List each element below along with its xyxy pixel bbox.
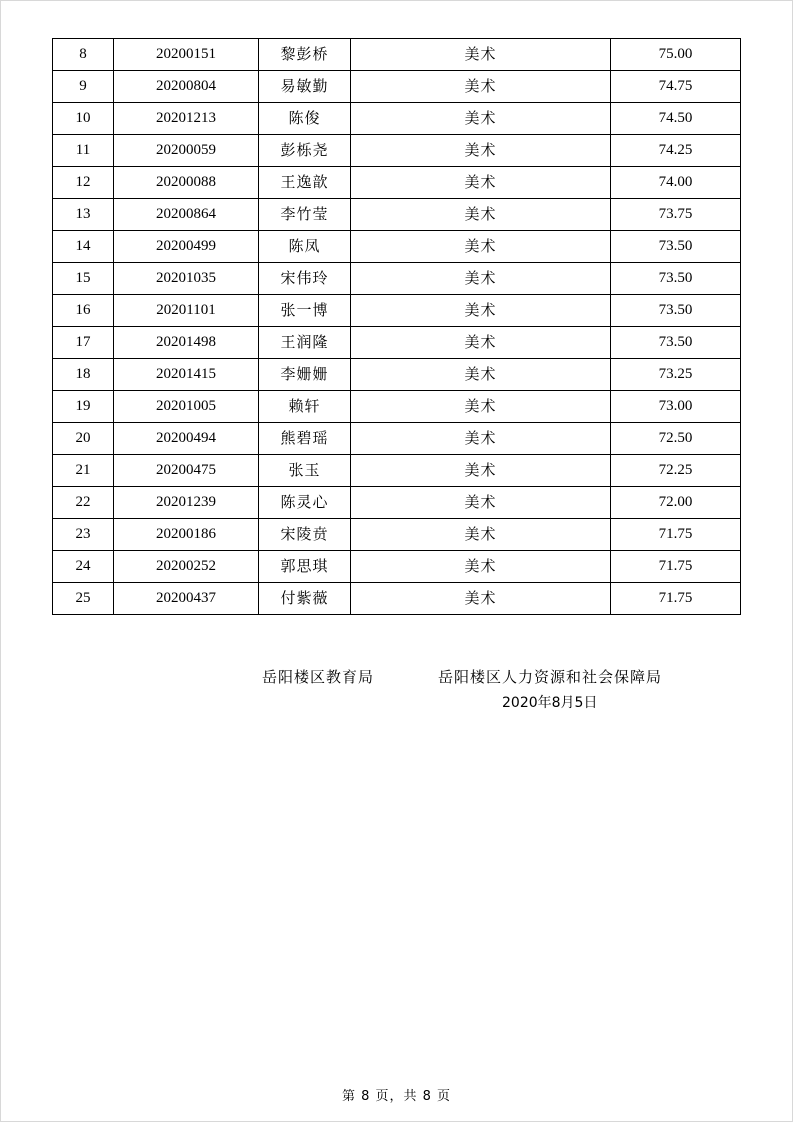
cell-score: 73.50 — [611, 327, 741, 359]
table-row — [53, 103, 741, 135]
cell-exam-id: 20200151 — [114, 39, 259, 71]
cell-score: 72.00 — [611, 487, 741, 519]
cell-name: 张玉 — [259, 455, 351, 487]
cell-name: 李姗姗 — [259, 359, 351, 391]
cell-subject: 美术 — [351, 487, 611, 519]
cell-exam-id: 20200437 — [114, 583, 259, 615]
table-row — [53, 263, 741, 295]
cell-score: 73.00 — [611, 391, 741, 423]
cell-subject: 美术 — [351, 359, 611, 391]
page-number-footer: 第 8 页，共 8 页 — [341, 1089, 452, 1104]
cell-subject: 美术 — [351, 71, 611, 103]
cell-score: 73.75 — [611, 199, 741, 231]
cell-name: 李竹莹 — [259, 199, 351, 231]
cell-subject: 美术 — [351, 551, 611, 583]
cell-number: 13 — [53, 199, 114, 231]
cell-name: 郭思琪 — [259, 551, 351, 583]
cell-exam-id: 20201005 — [114, 391, 259, 423]
cell-exam-id: 20200252 — [114, 551, 259, 583]
cell-exam-id: 20200494 — [114, 423, 259, 455]
signature-date: 2020年8月5日 — [502, 695, 598, 711]
cell-number: 17 — [53, 327, 114, 359]
cell-number: 21 — [53, 455, 114, 487]
cell-subject: 美术 — [351, 391, 611, 423]
cell-exam-id: 20200186 — [114, 519, 259, 551]
cell-number: 11 — [53, 135, 114, 167]
cell-number: 20 — [53, 423, 114, 455]
cell-score: 73.50 — [611, 231, 741, 263]
cell-subject: 美术 — [351, 39, 611, 71]
cell-number: 14 — [53, 231, 114, 263]
cell-score: 71.75 — [611, 519, 741, 551]
cell-number: 19 — [53, 391, 114, 423]
cell-subject: 美术 — [351, 295, 611, 327]
table-row — [53, 199, 741, 231]
cell-subject: 美术 — [351, 327, 611, 359]
cell-exam-id: 20200804 — [114, 71, 259, 103]
cell-name: 熊碧瑶 — [259, 423, 351, 455]
table-row — [53, 551, 741, 583]
table-row — [53, 167, 741, 199]
cell-score: 71.75 — [611, 583, 741, 615]
cell-number: 9 — [53, 71, 114, 103]
cell-name: 宋伟玲 — [259, 263, 351, 295]
table-row — [53, 359, 741, 391]
cell-subject: 美术 — [351, 519, 611, 551]
cell-exam-id: 20200864 — [114, 199, 259, 231]
table-row — [53, 295, 741, 327]
cell-subject: 美术 — [351, 167, 611, 199]
table-row — [53, 327, 741, 359]
table-row — [53, 423, 741, 455]
cell-exam-id: 20201415 — [114, 359, 259, 391]
cell-score: 74.00 — [611, 167, 741, 199]
cell-number: 18 — [53, 359, 114, 391]
cell-score: 75.00 — [611, 39, 741, 71]
cell-number: 8 — [53, 39, 114, 71]
cell-score: 74.75 — [611, 71, 741, 103]
table-row — [53, 487, 741, 519]
cell-name: 陈凤 — [259, 231, 351, 263]
cell-score: 74.25 — [611, 135, 741, 167]
cell-exam-id: 20200088 — [114, 167, 259, 199]
cell-subject: 美术 — [351, 231, 611, 263]
results-table — [52, 38, 741, 615]
cell-exam-id: 20201213 — [114, 103, 259, 135]
cell-name: 黎彭桥 — [259, 39, 351, 71]
cell-exam-id: 20200059 — [114, 135, 259, 167]
cell-score: 73.50 — [611, 295, 741, 327]
cell-name: 易敏勤 — [259, 71, 351, 103]
cell-subject: 美术 — [351, 103, 611, 135]
cell-exam-id: 20201101 — [114, 295, 259, 327]
cell-name: 陈灵心 — [259, 487, 351, 519]
table-row — [53, 455, 741, 487]
cell-subject: 美术 — [351, 263, 611, 295]
cell-name: 赖轩 — [259, 391, 351, 423]
cell-number: 22 — [53, 487, 114, 519]
cell-name: 王润隆 — [259, 327, 351, 359]
cell-score: 73.25 — [611, 359, 741, 391]
table-row — [53, 39, 741, 71]
cell-number: 16 — [53, 295, 114, 327]
table-row — [53, 583, 741, 615]
cell-subject: 美术 — [351, 455, 611, 487]
cell-number: 10 — [53, 103, 114, 135]
cell-exam-id: 20201498 — [114, 327, 259, 359]
cell-exam-id: 20201035 — [114, 263, 259, 295]
cell-name: 王逸歆 — [259, 167, 351, 199]
cell-subject: 美术 — [351, 199, 611, 231]
table-row — [53, 519, 741, 551]
cell-exam-id: 20200499 — [114, 231, 259, 263]
results-table-body — [53, 39, 741, 615]
cell-exam-id: 20200475 — [114, 455, 259, 487]
cell-exam-id: 20201239 — [114, 487, 259, 519]
signature-org-hr: 岳阳楼区人力资源和社会保障局 — [438, 668, 663, 686]
cell-number: 15 — [53, 263, 114, 295]
cell-name: 彭栎尧 — [259, 135, 351, 167]
signature-org-education: 岳阳楼区教育局 — [262, 668, 375, 686]
cell-score: 72.25 — [611, 455, 741, 487]
cell-subject: 美术 — [351, 423, 611, 455]
cell-score: 72.50 — [611, 423, 741, 455]
cell-subject: 美术 — [351, 583, 611, 615]
cell-number: 12 — [53, 167, 114, 199]
cell-name: 付紫薇 — [259, 583, 351, 615]
table-row — [53, 231, 741, 263]
cell-subject: 美术 — [351, 135, 611, 167]
cell-number: 25 — [53, 583, 114, 615]
cell-number: 24 — [53, 551, 114, 583]
cell-score: 71.75 — [611, 551, 741, 583]
table-row — [53, 135, 741, 167]
cell-name: 宋陵贲 — [259, 519, 351, 551]
table-row — [53, 391, 741, 423]
cell-score: 73.50 — [611, 263, 741, 295]
table-row — [53, 71, 741, 103]
cell-score: 74.50 — [611, 103, 741, 135]
cell-name: 陈俊 — [259, 103, 351, 135]
cell-number: 23 — [53, 519, 114, 551]
cell-name: 张一博 — [259, 295, 351, 327]
